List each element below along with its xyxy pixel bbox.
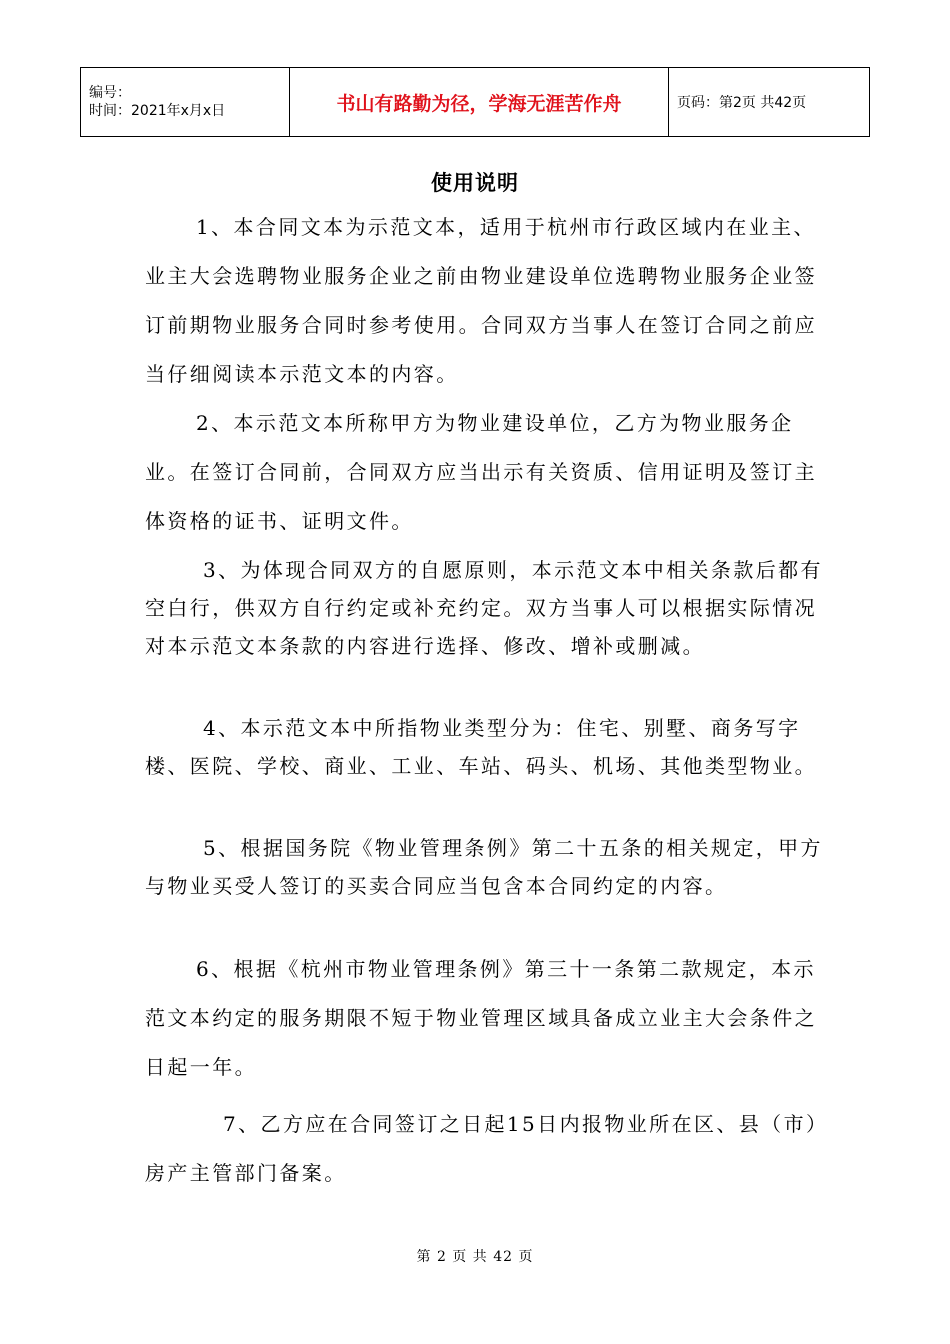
paragraph-6: 6、根据《杭州市物业管理条例》第三十一条第二款规定，本示范文本约定的服务期限不短于物业管理区域具备成立业主大会条件之日起一年。 [145,957,817,1079]
paragraph-4: 4、本示范文本中所指物业类型分为：住宅、别墅、商务写字楼、医院、学校、商业、工业、车站、码头、机场、其他类型物业。 [145,716,817,778]
paragraph-1: 1、本合同文本为示范文本，适用于杭州市行政区域内在业主、业主大会选聘物业服务企业之前由物业建设单位选聘物业服务企业签订前期物业服务合同时参考使用。合同双方当事人在签订合同之前应当仔细阅读本示范文本的内容。 [145,215,817,386]
time-label: 时间：2021年x月x日 [89,103,226,119]
page-info: 页码：第2页 共42页 [669,68,870,137]
motto: 书山有路勤为径，学海无涯苦作舟 [290,68,669,137]
paragraph-5: 5、根据国务院《物业管理条例》第二十五条的相关规定，甲方与物业买受人签订的买卖合同应当包含本合同约定的内容。 [145,836,823,898]
paragraph-3: 3、为体现合同双方的自愿原则，本示范文本中相关条款后都有空白行，供双方自行约定或补充约定。双方当事人可以根据实际情况对本示范文本条款的内容进行选择、修改、增补或删减。 [145,558,823,658]
header-meta-cell [81,68,290,137]
page-footer: 第 2 页 共 42 页 [416,1249,534,1265]
header-table [80,67,870,137]
paragraph-7: 7、乙方应在合同签订之日起15日内报物业所在区、县（市）房产主管部门备案。 [145,1112,829,1185]
page-title: 使用说明 [431,170,519,195]
paragraph-2: 2、本示范文本所称甲方为物业建设单位，乙方为物业服务企业。在签订合同前，合同双方应当出示有关资质、信用证明及签订主体资格的证书、证明文件。 [145,411,817,533]
number-label: 编号： [89,85,131,101]
